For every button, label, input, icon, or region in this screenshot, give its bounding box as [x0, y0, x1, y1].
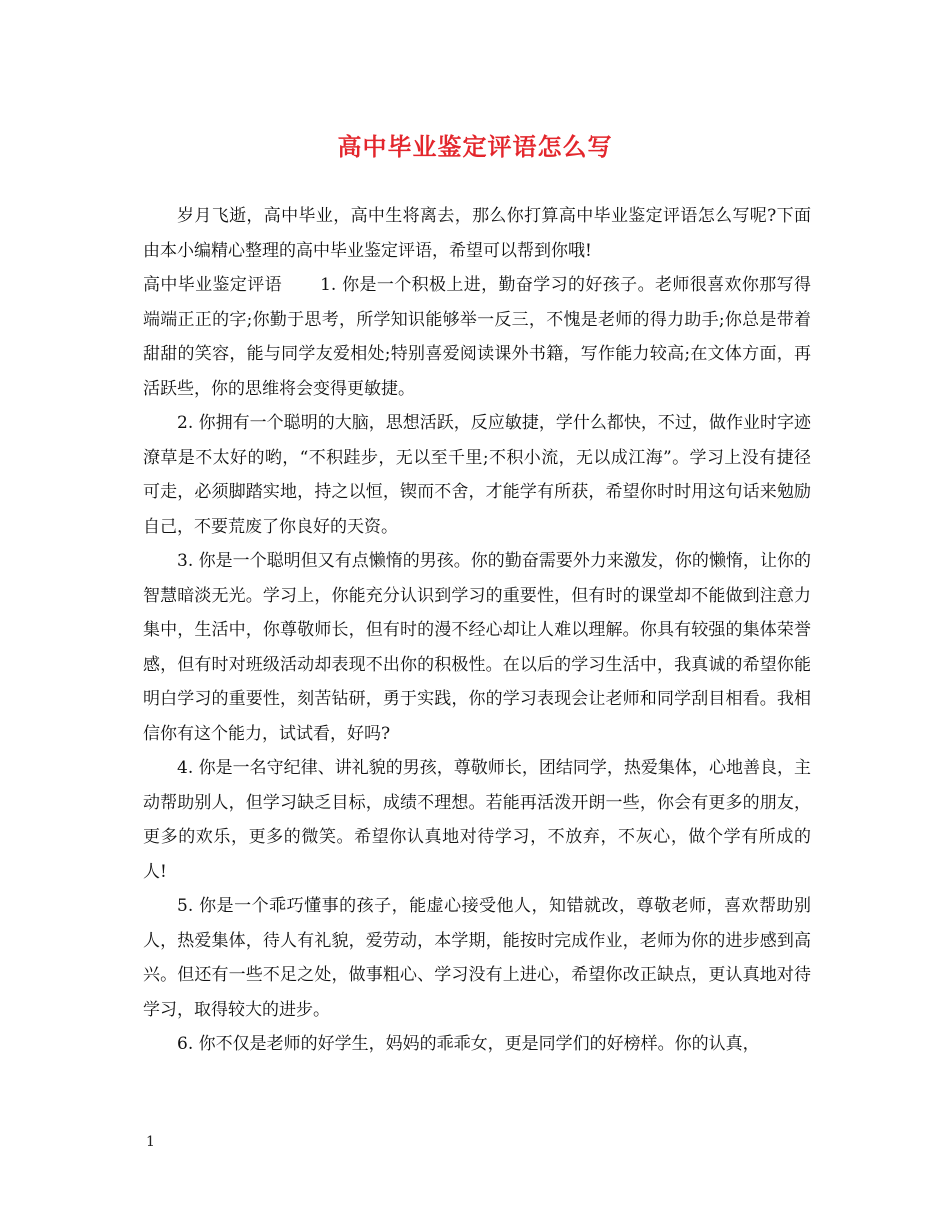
evaluation-paragraph-2: 2. 你拥有一个聪明的大脑，思想活跃，反应敏捷，学什么都快，不过，做作业时字迹潦草是不太好的哟，“不积跬步，无以至千里;不积小流，无以成江海”。学习上没有捷径可走，必须脚踏实地，持之以恒，锲而不舍，才能学有所获，希望你时时用这句话来勉励自己，不要荒废了你良好的天资。	[143, 413, 811, 537]
document-title: 高中毕业鉴定评语怎么写	[337, 132, 613, 161]
evaluation-paragraph-6: 6. 你不仅是老师的好学生，妈妈的乖乖女，更是同学们的好榜样。你的认真，	[177, 1034, 760, 1054]
page-number: 1	[146, 1134, 155, 1150]
evaluation-paragraph-4: 4. 你是一名守纪律、讲礼貌的男孩，尊敬师长，团结同学，热爱集体，心地善良，主动帮助别人，但学习缺乏目标，成绩不理想。若能再活泼开朗一些，你会有更多的朋友，更多的欢乐，更多的微笑。希望你认真地对待学习，不放弃，不灰心，做个学有所成的人!	[143, 758, 811, 882]
evaluation-paragraph-3: 3. 你是一个聪明但又有点懒惰的男孩。你的勤奋需要外力来激发，你的懒惰，让你的智慧暗淡无光。学习上，你能充分认识到学习的重要性，但有时的课堂却不能做到注意力集中，生活中，你尊敬师长，但有时的漫不经心却让人难以理解。你具有较强的集体荣誉感，但有时对班级活动却表现不出你的积极性。在以后的学习生活中，我真诚的希望你能明白学习的重要性，刻苦钻研，勇于实践，你的学习表现会让老师和同学刮目相看。我相信你有这个能力，试试看，好吗?	[143, 551, 811, 744]
section-label: 高中毕业鉴定评语	[143, 275, 283, 295]
intro-paragraph: 岁月飞逝，高中毕业，高中生将离去，那么你打算高中毕业鉴定评语怎么写呢?下面由本小编精心整理的高中毕业鉴定评语，希望可以帮到你哦!	[143, 206, 811, 261]
evaluation-paragraph-1	[143, 268, 811, 406]
document-body	[143, 198, 811, 1062]
evaluation-paragraph-5: 5. 你是一个乖巧懂事的孩子，能虚心接受他人，知错就改，尊敬老师，喜欢帮助别人，热爱集体，待人有礼貌，爱劳动，本学期，能按时完成作业，老师为你的进步感到高兴。但还有一些不足之处，做事粗心、学习没有上进心，希望你改正缺点，更认真地对待学习，取得较大的进步。	[143, 896, 811, 1020]
evaluation-text-1: 1. 你是一个积极上进，勤奋学习的好孩子。老师很喜欢你那写得端端正正的字;你勤于思考，所学知识能够举一反三，不愧是老师的得力助手;你总是带着甜甜的笑容，能与同学友爱相处;特别喜爱阅读课外书籍，写作能力较高;在文体方面，再活跃些，你的思维将会变得更敏捷。	[143, 275, 812, 399]
